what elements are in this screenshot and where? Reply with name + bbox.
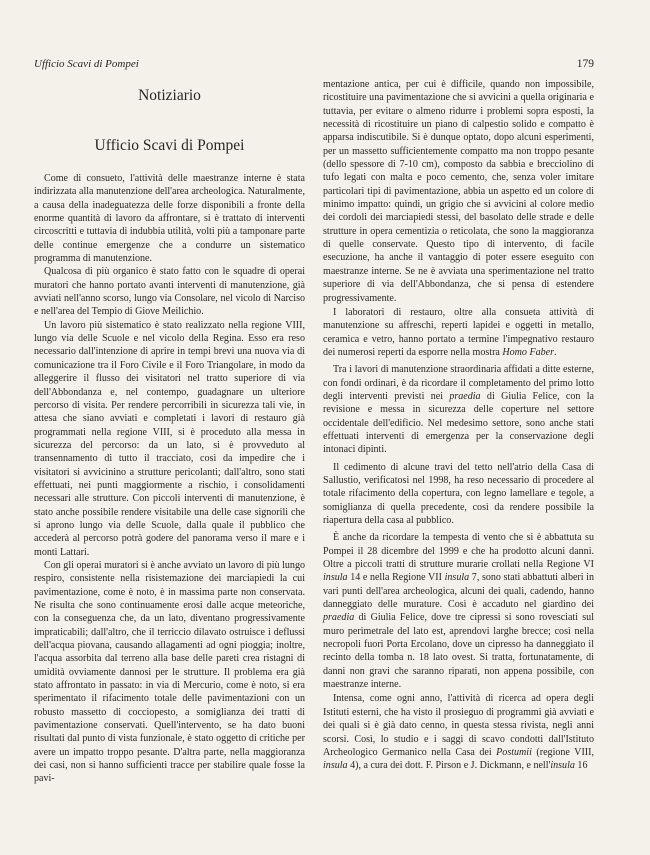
paragraph: Tra i lavori di manutenzione straordinaria affidati a ditte esterne, con fondi ordinari, è da ricordare il completamento del primo lotto degli interventi previsti nei praedia di Giulia Felice, con la revisione e messa in sicurezza delle coperture nel settore occidentale dell'edificio. Nel medesimo settore, sono anche stati effettuati interventi di emergenza per la conservazione degli intonaci dipinti.	[323, 364, 594, 456]
paragraph: mentazione antica, per cui è difficile, quando non impossibile, ricostituire una pavimentazione che si avvicini a quella originaria e tuttavia, per evitare o almeno ridurre i problemi sopra esposti, la necessità di ricostituire un piano di calpestio solido e compatto è apparsa indiscutibile. Si è dunque optato, dopo alcuni esperimenti, per un massetto sufficientemente compatto ma non troppo pesante (dello spessore di 7-10 cm), composto da sabbia e brecciolino di tufo legati con malta e poco cemento, che, senza voler imitare particolari tipi di pavimentazione, abbia un aspetto ed un colore di minimo impatto: quindi, un grigio che si avvicini al colore medio dei cordoli dei marciapiedi stessi, del basolato delle strade e delle strutture in opera cementizia o reticolata, che sono la maggioranza di quelle conservate. Questo tipo di intervento, di facile esecuzione, ha anche il vantaggio di poter essere eseguito con maestranze interne. Se ne è avviata una sperimentazione nel tratto superiore di via dell'Abbondanza, che si pensa di estendere progressivamente.	[323, 79, 594, 304]
paragraph: Come di consueto, l'attività delle maestranze interne è stata indirizzata alla manutenzione dell'area archeologica. Naturalmente, a causa della inadeguatezza delle forze disponibili a fronte della enorme quantità di lavoro da affrontare, si è trattato di interventi circoscritti e tuttavia di indubbia utilità, volti più a tamponare parte delle continue emergenze che a condurre un sistematico programma di manutenzione.	[34, 173, 305, 265]
page-header	[34, 58, 594, 76]
paragraph: Intensa, come ogni anno, l'attività di ricerca ad opera degli Istituti esterni, che ha visto il prosieguo di programmi già avviati e dei quali si è già dato cenno, in questa stessa rivista, negli anni scorsi. Così, lo studio e i saggi di scavo condotti dall'Istituto Archeologico Germanico nella Casa dei Postumii (regione VIII, insula 4), a cura dei dott. F. Pirson e J. Dickmann, e nell'insula 16	[323, 693, 594, 772]
running-head: Ufficio Scavi di Pompei	[34, 58, 139, 70]
paragraph: Qualcosa di più organico è stato fatto con le squadre di operai muratori che hanno portato avanti interventi di manutenzione, già avviati nell'anno scorso, lungo via Consolare, nel vicolo di Narciso e nell'area del Tempio di Giove Meilichio.	[34, 266, 305, 318]
left-column	[34, 78, 305, 786]
paragraph: Il cedimento di alcune travi del tetto nell'atrio della Casa di Sallustio, verificatosi nel 1998, ha reso necessario di procedere al totale rifacimento della copertura, con legno lamellare e tegole, a somiglianza di quella precedente, così da rendere possibile la riapertura della casa al pubblico.	[323, 461, 594, 526]
paragraph: Un lavoro più sistematico è stato realizzato nella regione VIII, lungo via delle Scuole e nel vicolo della Regina. Esso era reso necessario dall'intenzione di aprire in tempi brevi una nuova via di comunicazione tra il Foro Civile e il Foro Triangolare, in modo da alleggerire il flusso dei visitatori nel tratto superiore di via dell'Abbondanza e, nel contempo, guadagnare un ulteriore percorso di visita. Per rendere percorribili in sicurezza tali vie, in attesa che siano avviati e completati i lavori di restauro già programmati nella regione VIII, si è proceduto alla messa in sicurezza del percorso: da un lato, si è provveduto al transennamento di tutto il tracciato, così da impedire che i visitatori si avvicinino a strutture pericolanti; dall'altro, sono stati effettuati, nei punti maggiormente a rischio, i consolidamenti necessari alle strutture. Con piccoli interventi di manutenzione, è stato anche possibile rendere visitabile una delle case signorili che si aprono lungo via delle Scuole, dalla quale il pubblico che accederà al percorso potrà godere del panorama verso il mare e i monti Lattari.	[34, 319, 305, 558]
section-title: Notiziario	[138, 87, 201, 104]
paragraph: È anche da ricordare la tempesta di vento che si è abbattuta su Pompei il 28 dicembre del 1999 e che ha prodotto alcuni danni. Oltre a piccoli tratti di strutture murarie crollati nella Regione VI insula 14 e nella Regione VII insula 7, sono stati abbattuti alberi in vari punti dell'area archeologica, alcuni dei quali, cadendo, hanno danneggiato delle murature. Così è accaduto nel giardino dei praedia di Giulia Felice, dove tre cipressi si sono rovesciati sul muro perimetrale del lato est, aprendovi larghe brecce; così nella necropoli fuori Porta Ercolano, dove un cipresso ha danneggiato il recinto della tomba n. 18 lato ovest. Si tratta, fortunatamente, di danni non gravi che saranno riparati, non appena possibile, con maestranze interne.	[323, 532, 594, 691]
paragraph: Con gli operai muratori si è anche avviato un lavoro di più lungo respiro, consistente nella risistemazione dei marciapiedi la cui pavimentazione, come è noto, è in massima parte non conservata. Ne risulta che sono continuamente erosi dalle acque meteoriche, con la conseguenza che, da un lato, diventano progressivamente impraticabili; dall'altro, che il terriccio dilavato ostruisce i deflussi dell'acqua piovana, causando allagamenti ad ogni pioggia; inoltre, l'acqua assorbita dal terreno alla base delle pareti crea ristagni di umidità ovviamente dannosi per le strutture. Il problema era già stato affrontato in passato: in via di Mercurio, come è noto, si era sperimentato il rifacimento totale delle pavimentazioni con un robusto massetto di cocciopesto, a somiglianza dei tratti di pavimentazione conservati. Quell'intervento, se ha dato buoni risultati dal punto di vista funzionale, è stato oggetto di critiche per avere un impatto troppo pesante. D'altra parte, nella maggioranza dei casi, non si hanno sufficienti tracce per stabilire quale fosse la pavi-	[34, 559, 305, 785]
paragraph: I laboratori di restauro, oltre alla consueta attività di manutenzione su affreschi, reperti lapidei e oggetti in metallo, ceramica e vetro, hanno portato a termine l'impegnativo restauro dei numerosi reperti da esporre nella mostra Homo Faber.	[323, 306, 594, 358]
right-column	[323, 78, 594, 773]
section-subtitle: Ufficio Scavi di Pompei	[94, 137, 245, 154]
page-number: 179	[576, 58, 594, 70]
